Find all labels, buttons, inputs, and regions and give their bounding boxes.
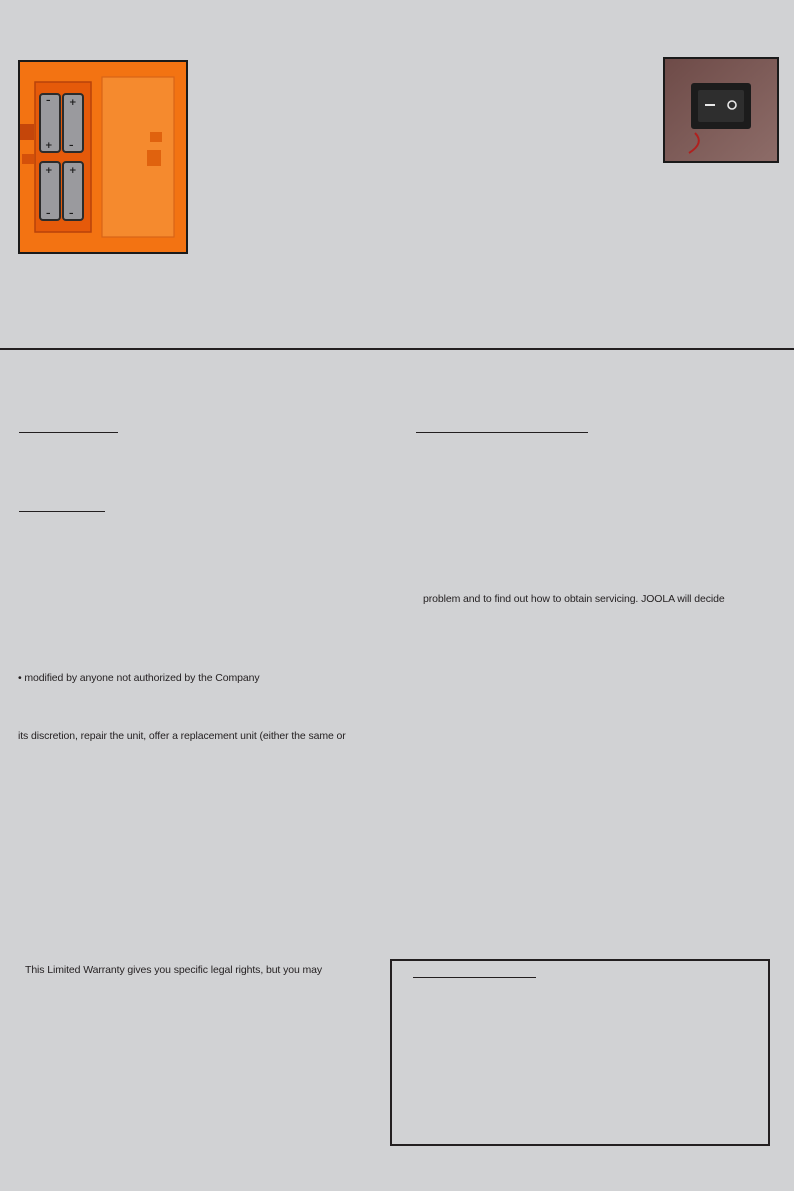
svg-text:–: – <box>69 209 74 219</box>
svg-text:+: + <box>69 166 77 176</box>
svg-text:+: + <box>45 166 53 176</box>
svg-text:–: – <box>46 209 51 219</box>
right-heading-underline <box>416 432 588 433</box>
left-heading-underline-2 <box>19 511 105 512</box>
rocker-switch-icon <box>665 59 777 161</box>
battery-compartment-image <box>18 60 188 254</box>
left-heading-underline-1 <box>19 432 118 433</box>
servicing-text-line: problem and to find out how to obtain servicing. JOOLA will decide <box>423 593 725 605</box>
power-switch-image <box>663 57 779 163</box>
contact-info-box <box>390 959 770 1146</box>
exclusion-text-line: • modified by anyone not authorized by the Company <box>18 672 260 684</box>
svg-text:+: + <box>45 141 53 151</box>
section-divider <box>0 348 794 350</box>
svg-text:+: + <box>69 98 77 108</box>
remedy-text-line: its discretion, repair the unit, offer a replacement unit (either the same or <box>18 730 346 742</box>
battery-holder-icon <box>20 62 186 252</box>
contact-heading-underline <box>413 977 536 978</box>
svg-text:–: – <box>69 141 74 151</box>
legal-rights-text-line: This Limited Warranty gives you specific legal rights, but you may <box>25 964 323 976</box>
svg-text:–: – <box>46 96 51 106</box>
